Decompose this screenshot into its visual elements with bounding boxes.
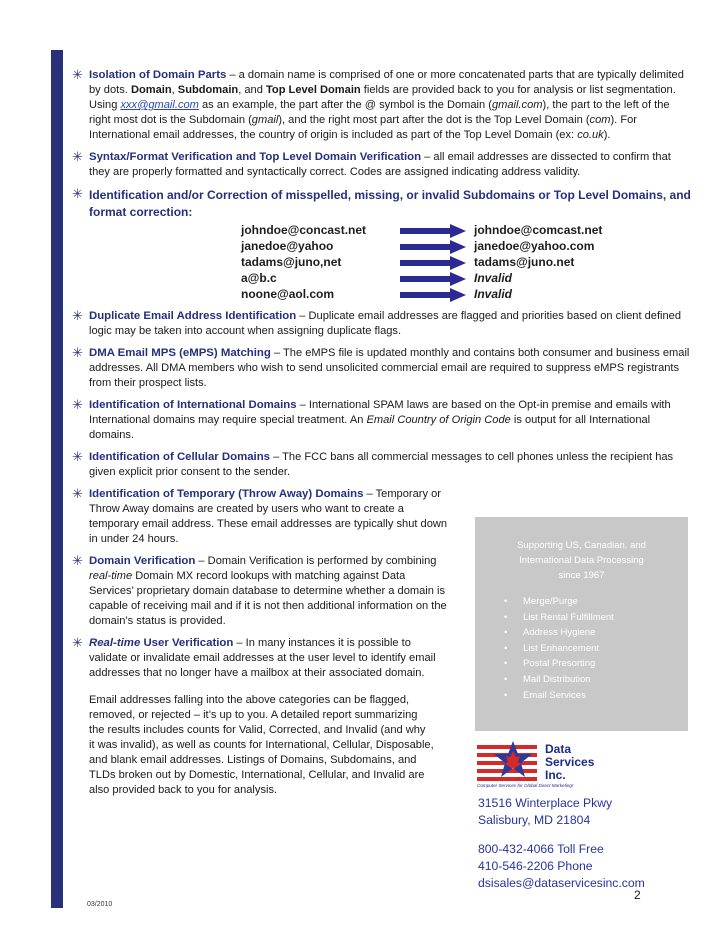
contact-toll-free: 800-432-4066 Toll Free xyxy=(478,842,604,856)
contact-street: 31516 Winterplace Pkwy xyxy=(478,796,613,810)
section-title: Identification of International Domains xyxy=(89,399,297,411)
footer-date: 03/2010 xyxy=(87,901,113,908)
bullet-star-icon: ✳ xyxy=(72,149,83,164)
example-row xyxy=(89,271,709,287)
right-arrow-icon xyxy=(400,288,466,302)
bullet-star-icon: ✳ xyxy=(72,345,83,360)
section-domain-parts xyxy=(72,68,692,143)
summary-paragraph xyxy=(72,693,434,798)
example-output: Invalid xyxy=(474,287,513,301)
section-title: Identification of Temporary (Throw Away) Domains xyxy=(89,488,364,500)
correction-examples xyxy=(89,223,692,305)
section-domain-verification xyxy=(72,554,451,629)
contact-email[interactable]: dsisales@dataservicesinc.com xyxy=(478,876,645,890)
bullet-star-icon: ✳ xyxy=(72,186,83,201)
section-user-verification xyxy=(72,636,451,681)
logo-tagline: Computer Services for Global Direct Marketing! xyxy=(477,783,574,788)
bullet-star-icon: ✳ xyxy=(72,553,83,568)
service-item: • List Rental Fulfillment xyxy=(504,610,688,626)
section-international xyxy=(72,398,692,443)
section-title: Duplicate Email Address Identification xyxy=(89,310,297,322)
service-item: • Address Hygiene xyxy=(504,625,688,641)
summary-text: Email addresses falling into the above categories can be flagged, removed, or rejected – it’s up to you. A detailed report summarizing the results includes counts for Valid, Corrected, and Invalid (and why it was invalid), as well as counts for International, Cellular, Disposable, and blank email addresses. Listings of Domains, Subdomains, and TLDs broken out by Domestic, International, Cellular, and Invalid are also provided back to you for analysis. xyxy=(89,694,434,796)
services-heading-line1: Supporting US, Canadian, and xyxy=(517,540,646,551)
section-body: – a domain name is comprised of one or more concatenated parts that are typically delimited by dots. Domain, Subdomain, and Top Level Domain fields are provided back to you for analysis or list segmentation. Using xxx@gmail.com as an example, the part after the @ symbol is the Domain (gmail.com), the part to the left of the right most dot is the Subdomain (gmail), and the right most part after the dot is the Top Level Domain (com). For International email addresses, the country of origin is included as part of the Top Level Domain (ex: co.uk). xyxy=(89,69,684,141)
example-output: Invalid xyxy=(474,271,513,285)
section-title: Syntax/Format Verification and Top Level Domain Verification xyxy=(89,151,422,163)
page-number: 2 xyxy=(634,888,641,902)
right-arrow-icon xyxy=(400,272,466,286)
logo-line1: Data xyxy=(545,742,572,756)
section-title: DMA Email MPS (eMPS) Matching xyxy=(89,347,271,359)
example-input: janedoe@yahoo xyxy=(241,239,334,253)
example-row xyxy=(89,255,709,271)
section-temporary xyxy=(72,487,451,547)
section-body: – The FCC bans all commercial messages to cell phones unless the recipient has given explicit prior consent to the sender. xyxy=(89,451,674,478)
example-input: a@b.c xyxy=(241,271,277,285)
example-row xyxy=(89,239,709,255)
services-box xyxy=(475,517,688,731)
section-body: – all email addresses are dissected to confirm that they are properly formatted and syntactically correct. Codes are assigned indicating address validity. xyxy=(89,151,671,178)
section-syntax-verification xyxy=(72,150,692,180)
services-heading xyxy=(475,538,688,583)
right-arrow-icon xyxy=(400,256,466,270)
example-output: johndoe@comcast.net xyxy=(474,223,603,237)
bullet-star-icon: ✳ xyxy=(72,486,83,501)
service-item: • Mail Distribution xyxy=(504,672,688,688)
section-title: Domain Verification xyxy=(89,555,196,567)
example-input: johndoe@concast.net xyxy=(241,223,367,237)
services-heading-line2: International Data Processing xyxy=(519,555,644,566)
contact-phone: 410-546-2206 Phone xyxy=(478,859,593,873)
section-title: Identification of Cellular Domains xyxy=(89,451,271,463)
company-logo xyxy=(475,737,599,789)
service-item: • Postal Presorting xyxy=(504,656,688,672)
section-correction xyxy=(72,187,692,305)
bullet-star-icon: ✳ xyxy=(72,308,83,323)
bullet-star-icon: ✳ xyxy=(72,635,83,650)
service-item: • List Enhancement xyxy=(504,641,688,657)
section-title: Isolation of Domain Parts xyxy=(89,69,227,81)
example-output: janedoe@yahoo.com xyxy=(474,239,595,253)
service-item: • Merge/Purge xyxy=(504,594,688,610)
services-list xyxy=(504,594,688,703)
logo-line2: Services xyxy=(545,755,595,769)
right-arrow-icon xyxy=(400,240,466,254)
bullet-star-icon: ✳ xyxy=(72,449,83,464)
bullet-star-icon: ✳ xyxy=(72,397,83,412)
service-item: • Email Services xyxy=(504,688,688,704)
section-cellular xyxy=(72,450,692,480)
logo-line3: Inc. xyxy=(545,768,566,782)
section-emps xyxy=(72,346,692,391)
example-input: noone@aol.com xyxy=(241,287,335,301)
services-heading-line3: since 1967 xyxy=(558,570,605,581)
section-body: – International SPAM laws are based on the Opt-in premise and emails with International domains may require special treatment. An Email Country of Origin Code is output for all International domains. xyxy=(89,399,671,441)
example-input: tadams@juno,net xyxy=(241,255,342,269)
left-accent-bar xyxy=(51,50,63,908)
section-body: – The eMPS file is updated monthly and contains both consumer and business email addresses. All DMA members who wish to send unsolicited commercial email are required to suppress eMPS registrants from their prospect lists. xyxy=(89,347,690,389)
example-row xyxy=(89,223,709,239)
section-duplicates xyxy=(72,309,692,339)
section-body: – Duplicate email addresses are flagged and priorities based on client defined logic may be taken into account when assigning duplicate flags. xyxy=(89,310,682,337)
section-body: – In many instances it is possible to validate or invalidate email addresses at the user level to identify email addresses that no longer have a mailbox at their associated domain. xyxy=(89,637,436,679)
bullet-star-icon: ✳ xyxy=(72,67,83,82)
example-row xyxy=(89,287,709,303)
section-body: – Domain Verification is performed by combining real-time Domain MX record lookups with matching against Data Services’ proprietary domain database to determine whether a domain is capable of receiving mail and if it is not then additional information on the domain’s status is provided. xyxy=(89,555,447,627)
example-output: tadams@juno.net xyxy=(474,255,575,269)
section-body: – Temporary or Throw Away domains are created by users who want to create a temporary email address. These email addresses are typically shut down in under 24 hours. xyxy=(89,488,448,545)
section-title: Real-time User Verification xyxy=(89,637,234,649)
contact-city: Salisbury, MD 21804 xyxy=(478,813,591,827)
right-arrow-icon xyxy=(400,224,466,238)
section-title: Identification and/or Correction of misspelled, missing, or invalid Subdomains or Top Level Domains, and format correction: xyxy=(89,188,691,219)
